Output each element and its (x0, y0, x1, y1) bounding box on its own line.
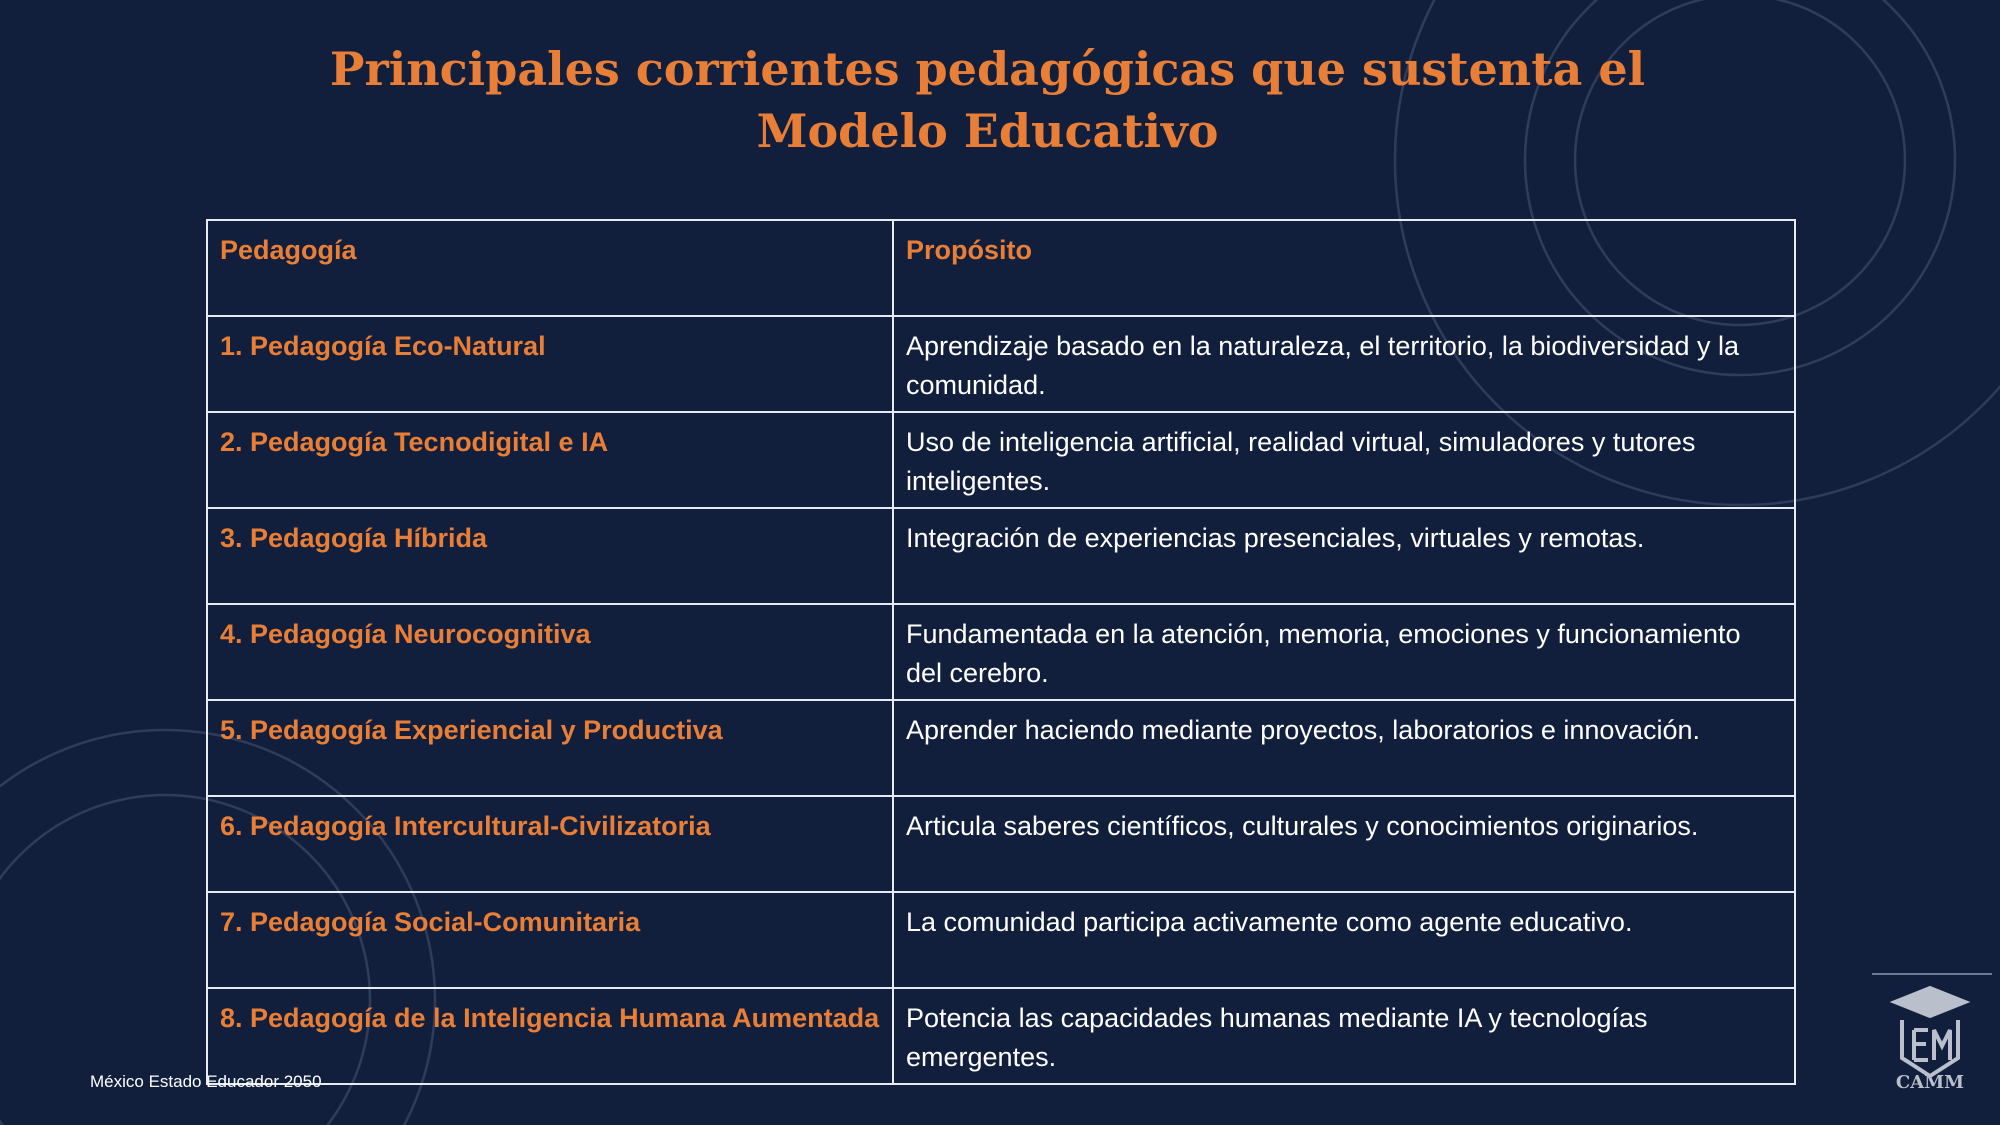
pedagogy-name: 5. Pedagogía Experiencial y Productiva (207, 700, 893, 796)
pedagogy-purpose: Articula saberes científicos, culturales y conocimientos originarios. (893, 796, 1795, 892)
pedagogy-name: 6. Pedagogía Intercultural-Civilizatoria (207, 796, 893, 892)
pedagogy-purpose: Integración de experiencias presenciales, virtuales y remotas. (893, 508, 1795, 604)
logo-divider (1872, 973, 1992, 975)
footer-text: México Estado Educador 2050 (90, 1072, 322, 1091)
header-pedagogia: Pedagogía (207, 220, 893, 316)
logo-label: CAMM (1895, 1072, 1965, 1093)
pedagogy-purpose: Potencia las capacidades humanas mediante IA y tecnologías emergentes. (893, 988, 1795, 1084)
table-row (207, 988, 1795, 1084)
table-row (207, 700, 1795, 796)
pedagogy-name: 2. Pedagogía Tecnodigital e IA (207, 412, 893, 508)
pedagogy-name: 3. Pedagogía Híbrida (207, 508, 893, 604)
pedagogy-purpose: Fundamentada en la atención, memoria, emociones y funcionamiento del cerebro. (893, 604, 1795, 700)
table-header-row (207, 220, 1795, 316)
page-title (260, 38, 1715, 162)
title-line-1: Principales corrientes pedagógicas que sustenta el (329, 42, 1646, 96)
table-row (207, 508, 1795, 604)
title-line-2: Modelo Educativo (756, 104, 1219, 158)
table-row (207, 316, 1795, 412)
table-row (207, 796, 1795, 892)
pedagogy-name: 8. Pedagogía de la Inteligencia Humana Aumentada (207, 988, 893, 1084)
pedagogy-purpose: Aprendizaje basado en la naturaleza, el territorio, la biodiversidad y la comunidad. (893, 316, 1795, 412)
pedagogy-purpose: Aprender haciendo mediante proyectos, laboratorios e innovación. (893, 700, 1795, 796)
pedagogy-name: 7. Pedagogía Social-Comunitaria (207, 892, 893, 988)
pedagogy-name: 4. Pedagogía Neurocognitiva (207, 604, 893, 700)
pedagogy-purpose: Uso de inteligencia artificial, realidad virtual, simuladores y tutores inteligentes. (893, 412, 1795, 508)
pedagogy-purpose: La comunidad participa activamente como agente educativo. (893, 892, 1795, 988)
table-row (207, 604, 1795, 700)
pedagogy-name: 1. Pedagogía Eco-Natural (207, 316, 893, 412)
table-row (207, 412, 1795, 508)
header-proposito: Propósito (893, 220, 1795, 316)
table-row (207, 892, 1795, 988)
pedagogy-table (206, 219, 1796, 1085)
